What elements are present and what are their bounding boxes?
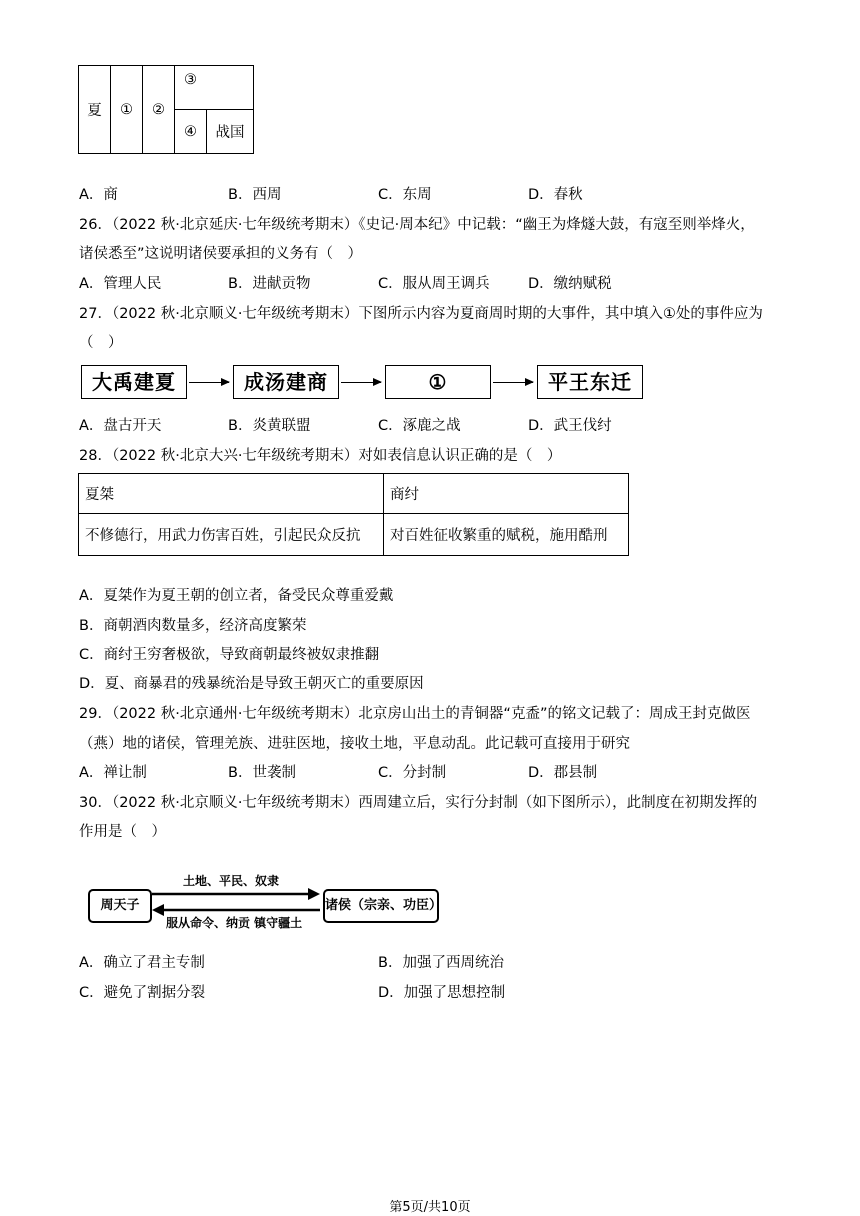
- diagram-vassals-box: 诸侯（宗亲、功臣）: [323, 889, 439, 923]
- q26-option-c: C．服从周王调兵: [378, 276, 490, 292]
- q30-stem-line2: 作用是（ ）: [79, 824, 166, 840]
- q28-option-c: C．商纣王穷奢极欲，导致商朝最终被奴隶推翻: [79, 647, 380, 663]
- q28-table-head-shangzhou: 商纣: [384, 474, 629, 514]
- flow-arrow-1: [189, 382, 229, 383]
- q27-option-c: C．涿鹿之战: [378, 418, 461, 434]
- q28-table-cell-xiajie: 不修德行，用武力伤害百姓，引起民众反抗: [79, 514, 384, 556]
- dynasty-slot-2: ②: [143, 66, 175, 154]
- q26-option-d: D．缴纳赋税: [528, 276, 612, 292]
- flow-box-1: 大禹建夏: [81, 365, 187, 399]
- dynasty-xia: 夏: [79, 66, 111, 154]
- q28-table-cell-shangzhou: 对百姓征收繁重的赋税，施用酷刑: [384, 514, 629, 556]
- q27-stem-line1: 27．（2022 秋·北京顺义·七年级统考期末）下图所示内容为夏商周时期的大事件，其中填入①处的事件应为: [79, 306, 763, 322]
- q27-option-b: B．炎黄联盟: [228, 418, 311, 434]
- flow-box-3: ①: [385, 365, 491, 399]
- q29-option-c: C．分封制: [378, 765, 447, 781]
- q26-stem-line1: 26．（2022 秋·北京延庆·七年级统考期末）《史记·周本纪》中记载：“幽王为烽燧大鼓，有寇至则举烽火，: [79, 217, 755, 233]
- q29-stem-line1: 29．（2022 秋·北京通州·七年级统考期末）北京房山出土的青铜器“克盉”的铭文记载了：周成王封克做医: [79, 706, 751, 722]
- diagram-right-arrowhead: [308, 888, 320, 900]
- diagram-left-arrowhead: [152, 904, 164, 916]
- q29-stem-line2: （燕）地的诸侯，管理羌族、进驻医地，接收土地，平息动乱。此记载可直接用于研究: [79, 736, 630, 752]
- q27-option-d: D．武王伐纣: [528, 418, 612, 434]
- q27-option-a: A．盘古开天: [79, 418, 162, 434]
- q30-option-c: C．避免了割据分裂: [79, 985, 206, 1001]
- dynasty-slot-3: ③: [175, 66, 254, 110]
- q28-option-b: B．商朝酒肉数量多，经济高度繁荣: [79, 618, 307, 634]
- flow-box-4: 平王东迁: [537, 365, 643, 399]
- q29-option-a: A．禅让制: [79, 765, 147, 781]
- page-footer: 第5页/共10页: [389, 1200, 471, 1215]
- flow-arrow-3: [493, 382, 533, 383]
- diagram-arrows: [150, 886, 322, 920]
- q25-option-b: B．西周: [228, 187, 282, 203]
- diagram-zhou-king-box: 周天子: [88, 889, 152, 923]
- q26-option-b: B．进献贡物: [228, 276, 311, 292]
- dynasty-zhanguo: 战国: [207, 110, 254, 154]
- diagram-bottom-label: 服从命令、纳贡 镇守疆土: [166, 916, 303, 930]
- diagram-top-label: 土地、平民、奴隶: [183, 874, 280, 888]
- q27-stem-line2: （ ）: [79, 335, 123, 351]
- q26-option-a: A．管理人民: [79, 276, 162, 292]
- q25-option-c: C．东周: [378, 187, 432, 203]
- flow-box-2: 成汤建商: [233, 365, 339, 399]
- q28-stem-line1: 28．（2022 秋·北京大兴·七年级统考期末）对如表信息认识正确的是（ ）: [79, 448, 562, 464]
- q30-option-b: B．加强了西周统治: [378, 955, 504, 971]
- q28-option-a: A．夏桀作为夏王朝的创立者，备受民众尊重爱戴: [79, 588, 394, 604]
- q30-option-d: D．加强了思想控制: [378, 985, 506, 1001]
- dynasty-slot-4: ④: [175, 110, 207, 154]
- q29-option-b: B．世袭制: [228, 765, 296, 781]
- dynasty-slot-1: ①: [111, 66, 143, 154]
- q30-option-a: A．确立了君主专制: [79, 955, 205, 971]
- dynasty-table: [78, 65, 254, 154]
- q28-table: [78, 473, 629, 556]
- q29-option-d: D．郡县制: [528, 765, 598, 781]
- q26-stem-line2: 诸侯悉至”这说明诸侯要承担的义务有（ ）: [79, 246, 363, 262]
- q25-option-a: A．商: [79, 187, 118, 203]
- q25-option-d: D．春秋: [528, 187, 583, 203]
- flow-arrow-2: [341, 382, 381, 383]
- q30-stem-line1: 30．（2022 秋·北京顺义·七年级统考期末）西周建立后，实行分封制（如下图所示），此制度在初期发挥的: [79, 795, 758, 811]
- q28-table-head-xiajie: 夏桀: [79, 474, 384, 514]
- q28-option-d: D．夏、商暴君的残暴统治是导致王朝灭亡的重要原因: [79, 676, 424, 692]
